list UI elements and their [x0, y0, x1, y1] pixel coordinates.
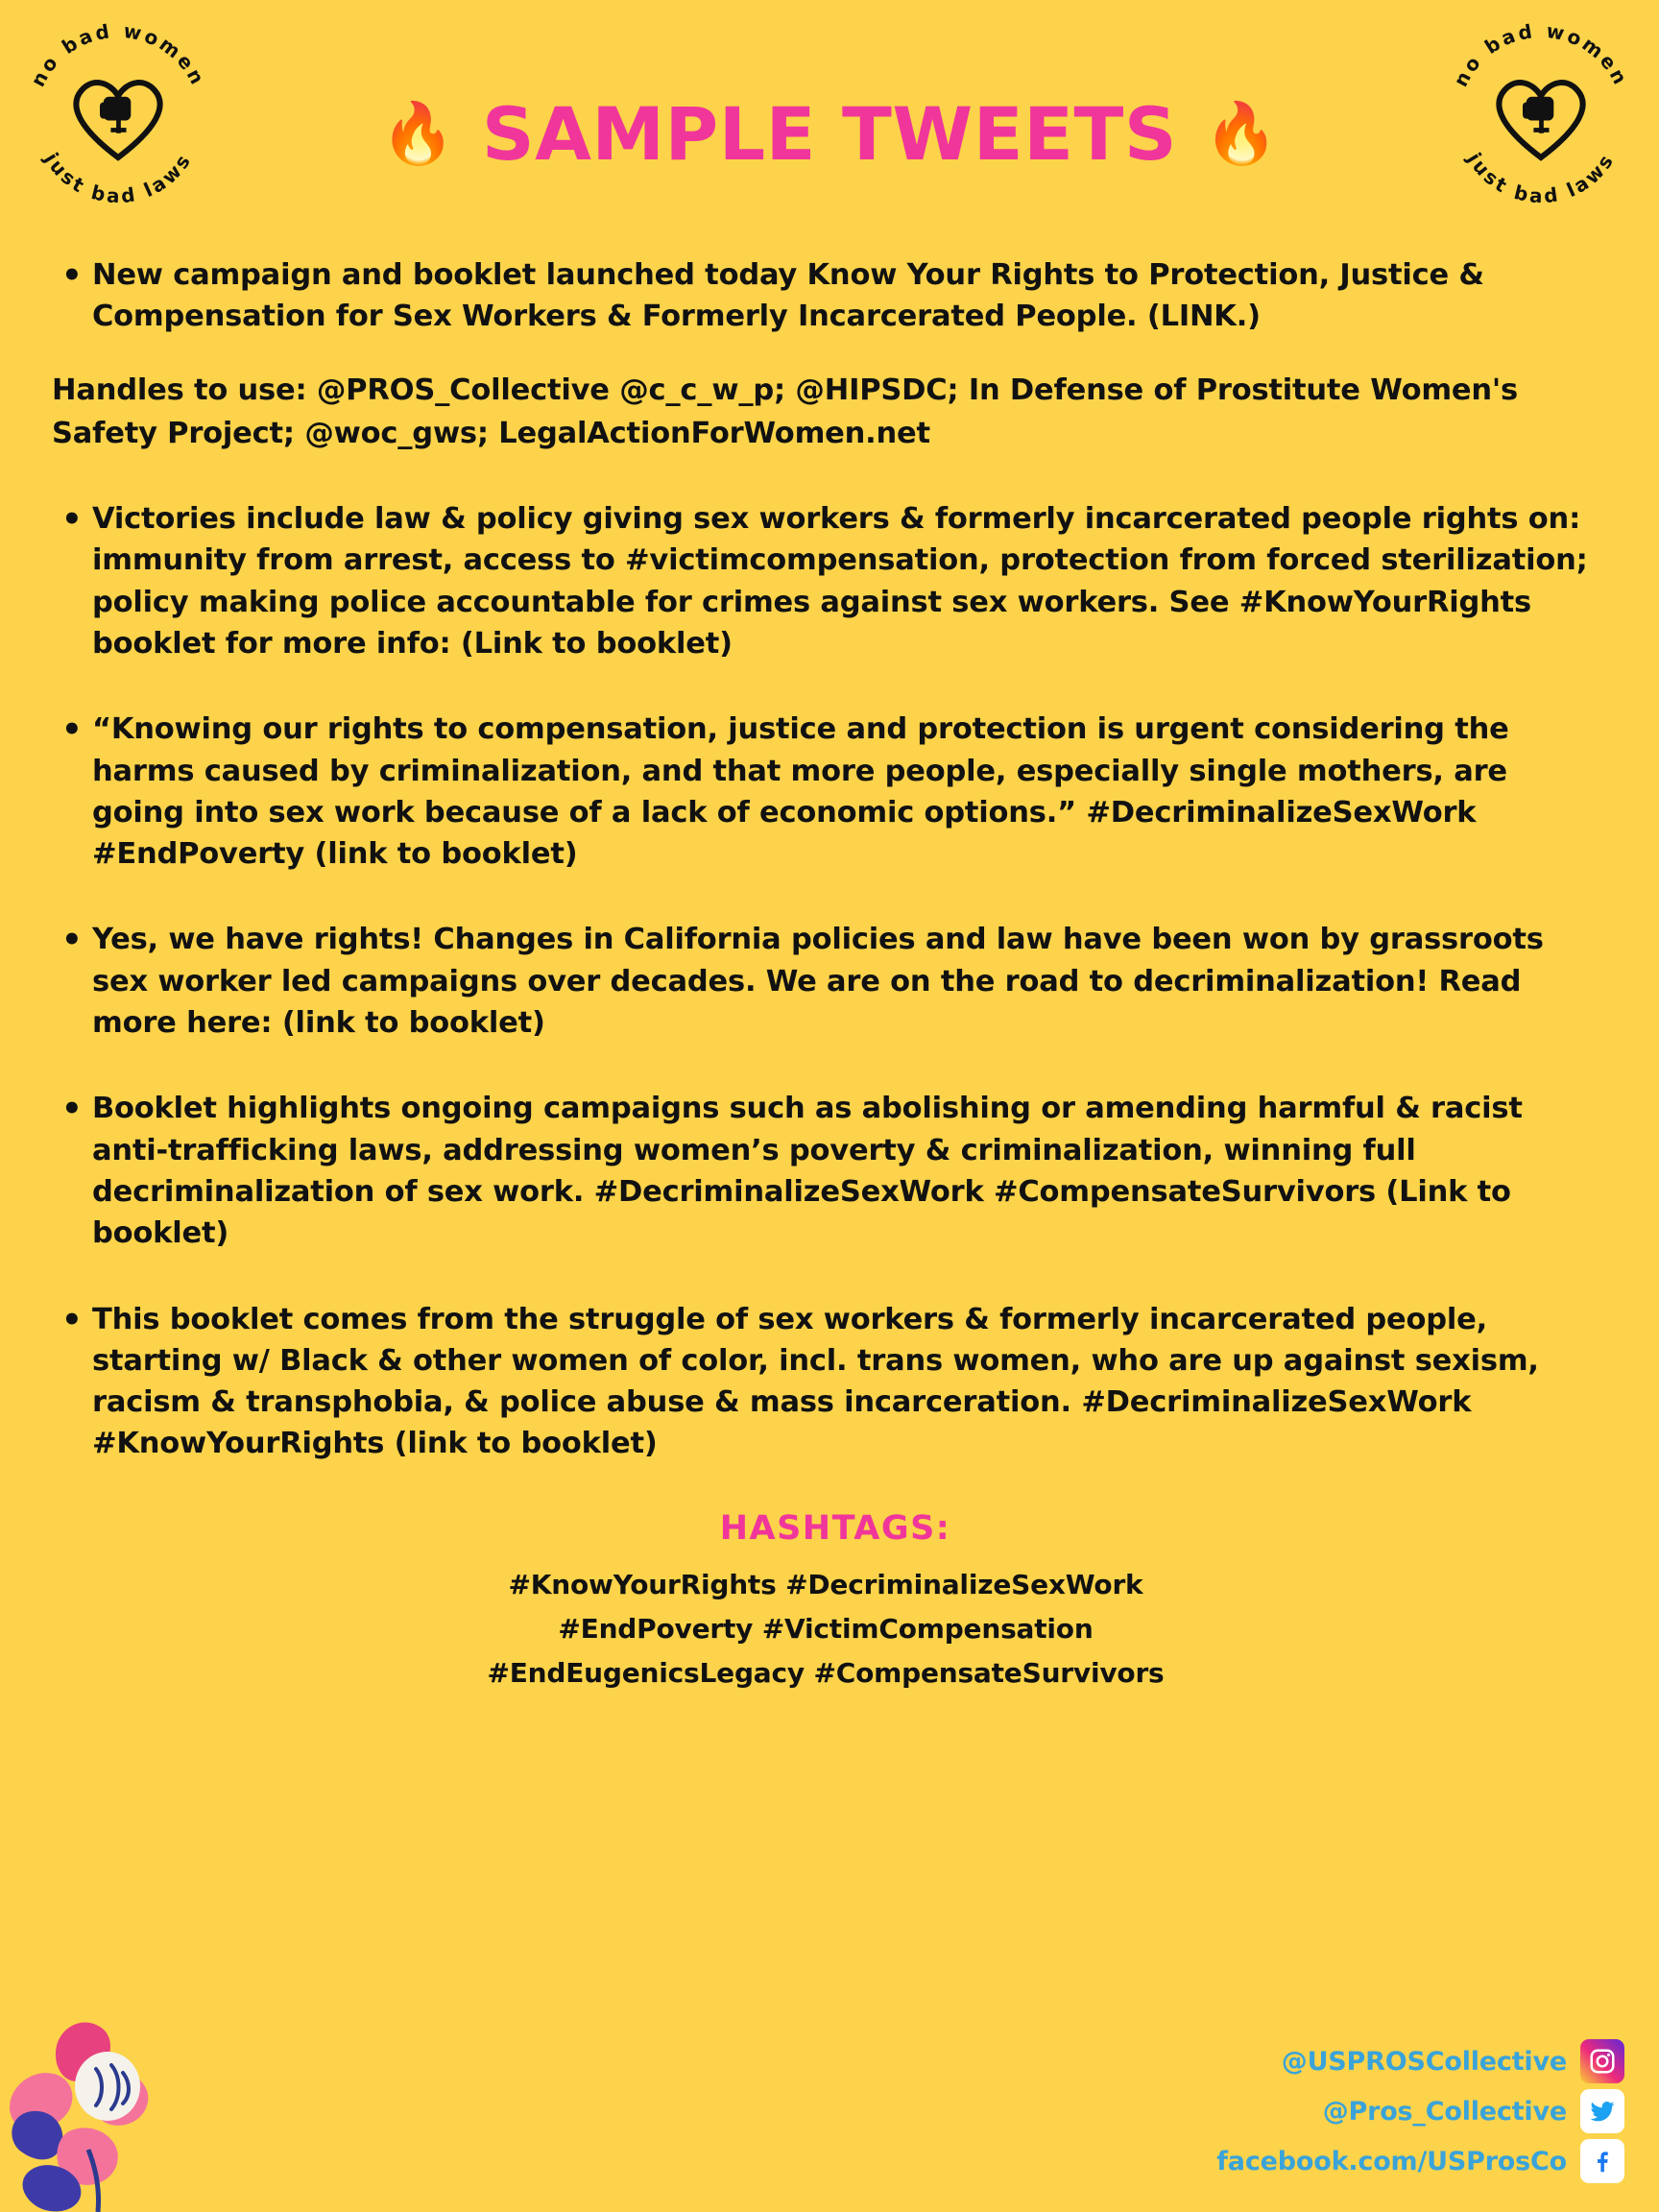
- hashtag-line: #EndPoverty #VictimCompensation: [558, 1612, 1094, 1645]
- list-item: • Yes, we have rights! Changes in California policies and law have been won by grassroots sex worker led campaigns over decades. We are on the road to decriminalization! Read more here: (link to booklet): [52, 919, 1599, 1044]
- page-header: [0, 0, 1659, 254]
- list-item: • Booklet highlights ongoing campaigns such as abolishing or amending harmful & racist anti-trafficking laws, addressing women’s poverty & criminalization, winning full decriminalization of sex work. #DecriminalizeSexWork #CompensateSurvivors (Link to booklet): [52, 1088, 1599, 1254]
- twitter-icon[interactable]: [1580, 2089, 1624, 2133]
- facebook-url: facebook.com/USProsCo: [1216, 2146, 1567, 2176]
- no-bad-women-logo-right: [1431, 6, 1651, 227]
- instagram-handle: @USPROSCollective: [1281, 2046, 1567, 2077]
- svg-text:no bad women: no bad women: [26, 18, 210, 91]
- flame-icon-right: 🔥: [1204, 100, 1279, 167]
- instagram-icon[interactable]: [1580, 2039, 1624, 2083]
- hashtag-line: #KnowYourRights #DecriminalizeSexWork: [508, 1568, 1143, 1600]
- twitter-handle: @Pros_Collective: [1322, 2096, 1567, 2127]
- svg-text:just bad laws: just bad laws: [39, 148, 197, 208]
- twitter-row[interactable]: [1323, 2089, 1624, 2133]
- no-bad-women-logo-left: [8, 6, 228, 227]
- social-links: [1216, 2039, 1624, 2183]
- list-item: • “Knowing our rights to compensation, justice and protection is urgent considering the harms caused by criminalization, and that more people, especially single mothers, are going into sex work because of a lack of economic options.” #DecriminalizeSexWork #EndPoverty (link to booklet): [52, 709, 1599, 875]
- svg-text:no bad women: no bad women: [1449, 18, 1633, 91]
- flower-decoration: [4, 2006, 229, 2212]
- list-item: • New campaign and booklet launched today Know Your Rights to Protection, Justice & Compensation for Sex Workers & Formerly Incarcerated People. (LINK.): [52, 254, 1599, 338]
- facebook-icon[interactable]: [1580, 2139, 1624, 2183]
- tweet-list: [0, 254, 1659, 1695]
- list-item: • Victories include law & policy giving sex workers & formerly incarcerated people rights on: immunity from arrest, access to #victimcompensation, protection from forced sterilization; policy making police accountable for crimes against sex workers. See #KnowYourRights booklet for more info: (Link to booklet): [52, 498, 1599, 664]
- list-item: • This booklet comes from the struggle of sex workers & formerly incarcerated people, starting w/ Black & other women of color, incl. trans women, who are up against sexism, racism & transphobia, & police abuse & mass incarceration. #DecriminalizeSexWork #KnowYourRights (link to booklet): [52, 1299, 1599, 1465]
- hashtag-line: #EndEugenicsLegacy #CompensateSurvivors: [487, 1657, 1165, 1690]
- hashtags-section: [52, 1509, 1599, 1696]
- handles-note: Handles to use: @PROS_Collective @c_c_w_p; @HIPSDC; In Defense of Prostitute Women's Safety Project; @woc_gws; LegalActionForWomen.net: [52, 373, 1518, 451]
- title-row: [381, 91, 1279, 177]
- hashtags-heading: HASHTAGS:: [719, 1508, 951, 1548]
- flame-icon-left: 🔥: [380, 100, 455, 167]
- page-title: SAMPLE TWEETS: [481, 91, 1178, 177]
- facebook-row[interactable]: [1216, 2139, 1624, 2183]
- instagram-row[interactable]: [1282, 2039, 1624, 2083]
- svg-text:just bad laws: just bad laws: [1462, 148, 1620, 208]
